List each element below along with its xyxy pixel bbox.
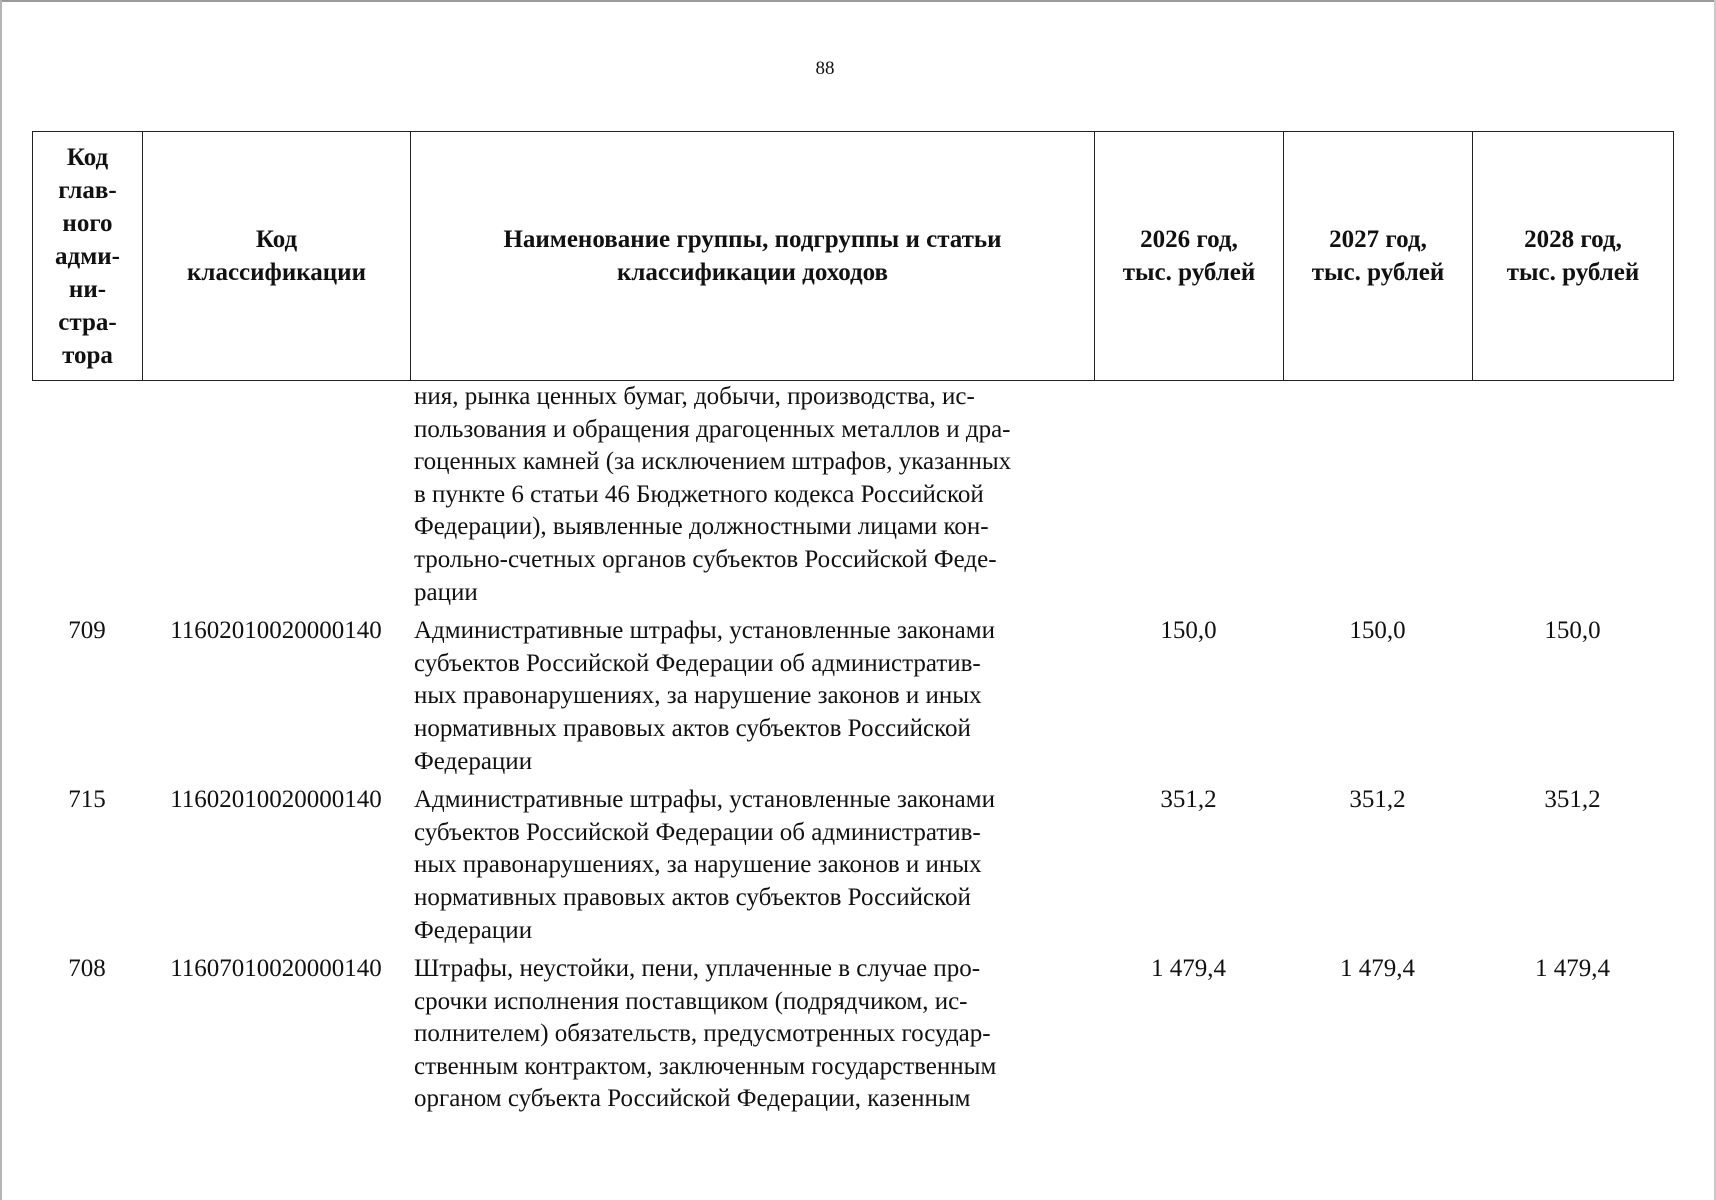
scan-edge-top bbox=[0, 0, 1716, 2]
header-line: 2028 год, bbox=[1524, 226, 1622, 253]
classification-code-cell: 11607010020000140 bbox=[170, 955, 382, 983]
revenue-name-line: рации bbox=[414, 578, 478, 606]
revenue-name-line: органом субъекта Российской Федерации, казенным bbox=[414, 1085, 971, 1113]
revenue-name-line: нормативных правовых актов субъектов Российской bbox=[414, 883, 971, 911]
classification-code-cell: 11602010020000140 bbox=[170, 786, 382, 814]
revenue-name-line: Федерации bbox=[414, 916, 533, 944]
amount-2028-cell: 150,0 bbox=[1544, 617, 1601, 645]
header-admin-code bbox=[33, 132, 143, 381]
revenue-name-line: субъектов Российской Федерации об административ- bbox=[414, 818, 981, 846]
classification-code-cell: 11602010020000140 bbox=[170, 617, 382, 645]
admin-code-cell: 709 bbox=[68, 617, 106, 645]
amount-2028-cell: 1 479,4 bbox=[1535, 955, 1610, 983]
header-line: тыс. рублей bbox=[1122, 259, 1256, 286]
header-line: ного bbox=[62, 209, 113, 237]
revenue-name-line: Федерации), выявленные должностными лицами кон- bbox=[414, 513, 989, 541]
header-classification-code bbox=[143, 132, 411, 381]
revenue-name-line: трольно-счетных органов субъектов Российской Феде- bbox=[414, 545, 997, 573]
revenue-name-line: Штрафы, неустойки, пени, уплаченные в случае про- bbox=[414, 955, 981, 983]
amount-2026-cell: 150,0 bbox=[1160, 617, 1217, 645]
revenue-name-cell bbox=[410, 953, 1094, 1116]
revenue-name-line: Федерации bbox=[414, 747, 533, 775]
revenue-name-line: срочки исполнения поставщиком (подрядчиком, ис- bbox=[414, 987, 968, 1015]
table-header bbox=[32, 131, 1674, 381]
amount-2027-cell: 351,2 bbox=[1349, 786, 1406, 814]
revenue-name-cell bbox=[410, 381, 1094, 609]
header-line: 2027 год, bbox=[1329, 226, 1427, 253]
revenue-name-line: Административные штрафы, установленные законами bbox=[414, 786, 995, 814]
header-line: классификации доходов bbox=[616, 259, 889, 286]
table-row bbox=[32, 784, 1673, 947]
table-row bbox=[32, 615, 1673, 778]
revenue-name-line: субъектов Российской Федерации об административ- bbox=[414, 649, 981, 677]
header-line: тыс. рублей bbox=[1506, 259, 1640, 286]
admin-code-cell: 708 bbox=[68, 955, 106, 983]
revenue-name-line: полнителем) обязательств, предусмотренных государ- bbox=[414, 1020, 991, 1048]
scan-edge-left bbox=[0, 0, 2, 1200]
header-year-2026 bbox=[1095, 132, 1284, 381]
header-line: Код bbox=[255, 226, 298, 253]
revenue-name-line: ных правонарушениях, за нарушение законов и иных bbox=[414, 682, 982, 710]
header-line: классификации bbox=[187, 259, 366, 286]
header-year-2027 bbox=[1284, 132, 1473, 381]
amount-2027-cell: 1 479,4 bbox=[1340, 955, 1415, 983]
amount-2028-cell: 351,2 bbox=[1544, 786, 1601, 814]
revenue-name-line: в пункте 6 статьи 46 Бюджетного кодекса Российской bbox=[414, 480, 984, 508]
amount-2027-cell: 150,0 bbox=[1349, 617, 1406, 645]
header-line: стра- bbox=[58, 308, 117, 336]
amount-2026-cell: 1 479,4 bbox=[1151, 955, 1226, 983]
header-line: Код bbox=[66, 143, 109, 171]
revenue-name-line: пользования и обращения драгоценных металлов и дра- bbox=[414, 415, 1011, 443]
admin-code-cell: 715 bbox=[68, 786, 106, 814]
header-line: 2026 год, bbox=[1140, 226, 1238, 253]
revenue-name-line: ния, рынка ценных бумаг, добычи, производства, ис- bbox=[414, 383, 975, 410]
header-line: глав- bbox=[58, 176, 117, 204]
amount-2026-cell: 351,2 bbox=[1160, 786, 1217, 814]
header-line: тора bbox=[62, 341, 113, 369]
table-row bbox=[32, 953, 1673, 1116]
header-line: тыс. рублей bbox=[1311, 259, 1445, 286]
revenue-name-line: Административные штрафы, установленные законами bbox=[414, 617, 995, 645]
header-line: адми- bbox=[55, 242, 120, 270]
revenue-name-line: гоценных камней (за исключением штрафов, указанных bbox=[414, 448, 1012, 476]
header-revenue-name bbox=[411, 132, 1095, 381]
header-year-2028 bbox=[1473, 132, 1674, 381]
revenue-name-cell bbox=[410, 784, 1094, 947]
revenue-name-line: ственным контрактом, заключенным государственным bbox=[414, 1052, 997, 1080]
header-line: Наименование группы, подгруппы и статьи bbox=[503, 226, 1002, 253]
table-body bbox=[32, 381, 1673, 1116]
page-number: 88 bbox=[815, 58, 835, 79]
revenue-name-line: ных правонарушениях, за нарушение законов и иных bbox=[414, 851, 982, 879]
revenue-name-line: нормативных правовых актов субъектов Российской bbox=[414, 714, 971, 742]
revenue-name-cell bbox=[410, 615, 1094, 778]
header-line: ни- bbox=[68, 275, 107, 303]
table-row bbox=[32, 381, 1673, 609]
